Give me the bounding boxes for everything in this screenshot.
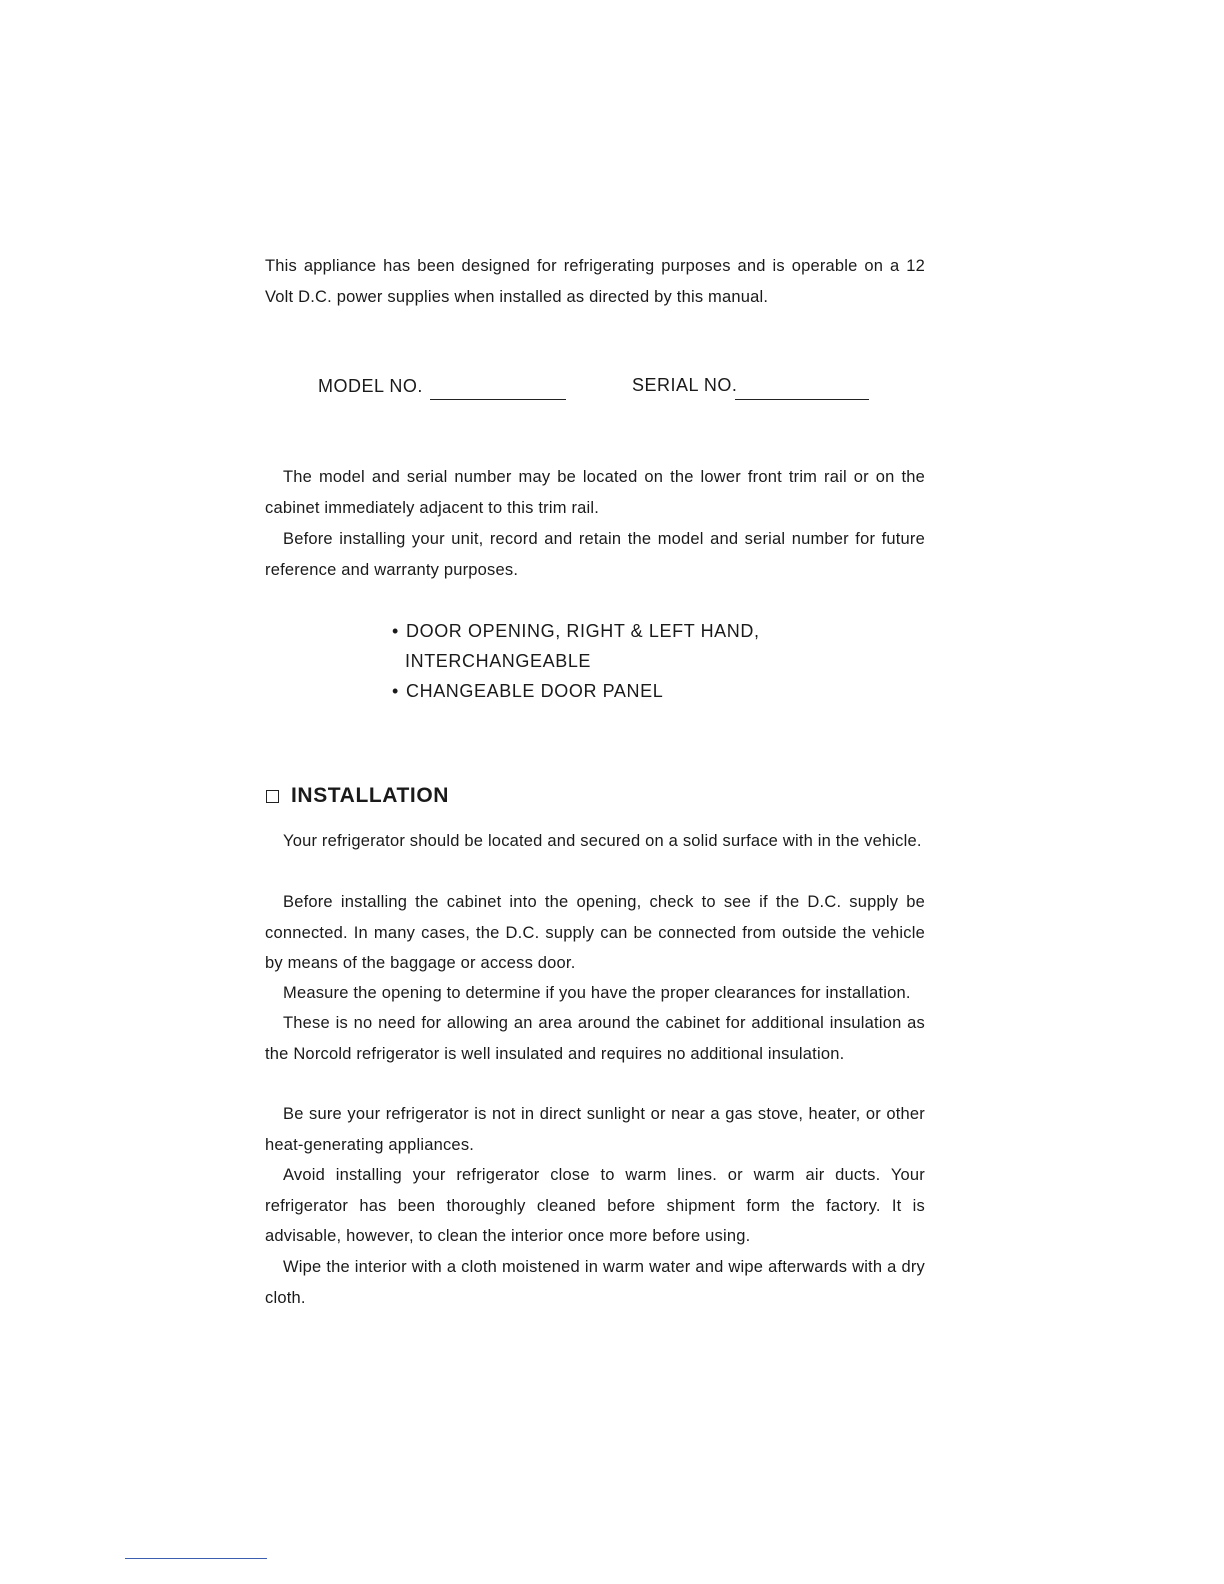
installation-paragraph-4-text: These is no need for allowing an area around the cabinet for additional insulation as the Norcold refrigerator is well insulated and requires no additional insulation. bbox=[265, 1014, 925, 1063]
bullet-marker: • bbox=[392, 681, 399, 701]
serial-number-label: SERIAL NO. bbox=[632, 375, 738, 395]
feature-item-door-panel-text: CHANGEABLE DOOR PANEL bbox=[406, 681, 664, 701]
installation-paragraph-5 bbox=[265, 1099, 925, 1160]
installation-paragraph-4 bbox=[265, 1008, 925, 1069]
installation-paragraph-1 bbox=[265, 826, 925, 857]
feature-item-door-panel bbox=[392, 676, 912, 706]
footer-rule bbox=[125, 1558, 267, 1559]
feature-item-door-opening bbox=[392, 616, 912, 646]
installation-paragraph-6 bbox=[265, 1160, 925, 1252]
installation-paragraph-6-text: Avoid installing your refrigerator close to warm lines. or warm air ducts. Your refrigerator has been thoroughly cleaned before shipment form the factory. It is advisable, however, to clean the interior once more before using. bbox=[265, 1166, 925, 1245]
feature-item-door-opening-line2: INTERCHANGEABLE bbox=[405, 651, 592, 671]
model-number-label: MODEL NO. bbox=[318, 376, 423, 396]
installation-paragraph-7 bbox=[265, 1252, 925, 1313]
installation-heading bbox=[266, 784, 449, 808]
model-number-blank bbox=[430, 399, 566, 400]
installation-paragraph-2 bbox=[265, 887, 925, 979]
intro-paragraph: This appliance has been designed for refrigerating purposes and is operable on a 12 Volt D.C. power supplies when installed as directed by this manual. bbox=[265, 257, 925, 306]
feature-list bbox=[392, 616, 912, 706]
checkbox-icon bbox=[266, 790, 279, 803]
location-paragraph-2 bbox=[265, 524, 925, 585]
installation-paragraph-2-text: Before installing the cabinet into the opening, check to see if the D.C. supply be connected. In many cases, the D.C. supply can be connected from outside the vehicle by means of the baggage or access door. bbox=[265, 893, 925, 972]
location-paragraph-2-text: Before installing your unit, record and retain the model and serial number for future reference and warranty purposes. bbox=[265, 530, 925, 579]
installation-paragraph-7-text: Wipe the interior with a cloth moistened in warm water and wipe afterwards with a dry cloth. bbox=[265, 1258, 925, 1307]
installation-paragraph-5-text: Be sure your refrigerator is not in direct sunlight or near a gas stove, heater, or other heat-generating appliances. bbox=[265, 1105, 925, 1154]
installation-paragraph-3 bbox=[265, 978, 925, 1009]
location-paragraph-1 bbox=[265, 462, 925, 523]
feature-item-door-opening-line1: DOOR OPENING, RIGHT & LEFT HAND, bbox=[406, 621, 760, 641]
installation-heading-text: INSTALLATION bbox=[291, 784, 450, 807]
installation-paragraph-3-text: Measure the opening to determine if you have the proper clearances for installation. bbox=[283, 984, 911, 1002]
installation-paragraph-1-text: Your refrigerator should be located and secured on a solid surface with in the vehicle. bbox=[283, 832, 922, 850]
location-paragraph-1-text: The model and serial number may be located on the lower front trim rail or on the cabinet immediately adjacent to this trim rail. bbox=[265, 468, 925, 517]
bullet-marker: • bbox=[392, 621, 399, 641]
serial-number-blank bbox=[735, 399, 869, 400]
